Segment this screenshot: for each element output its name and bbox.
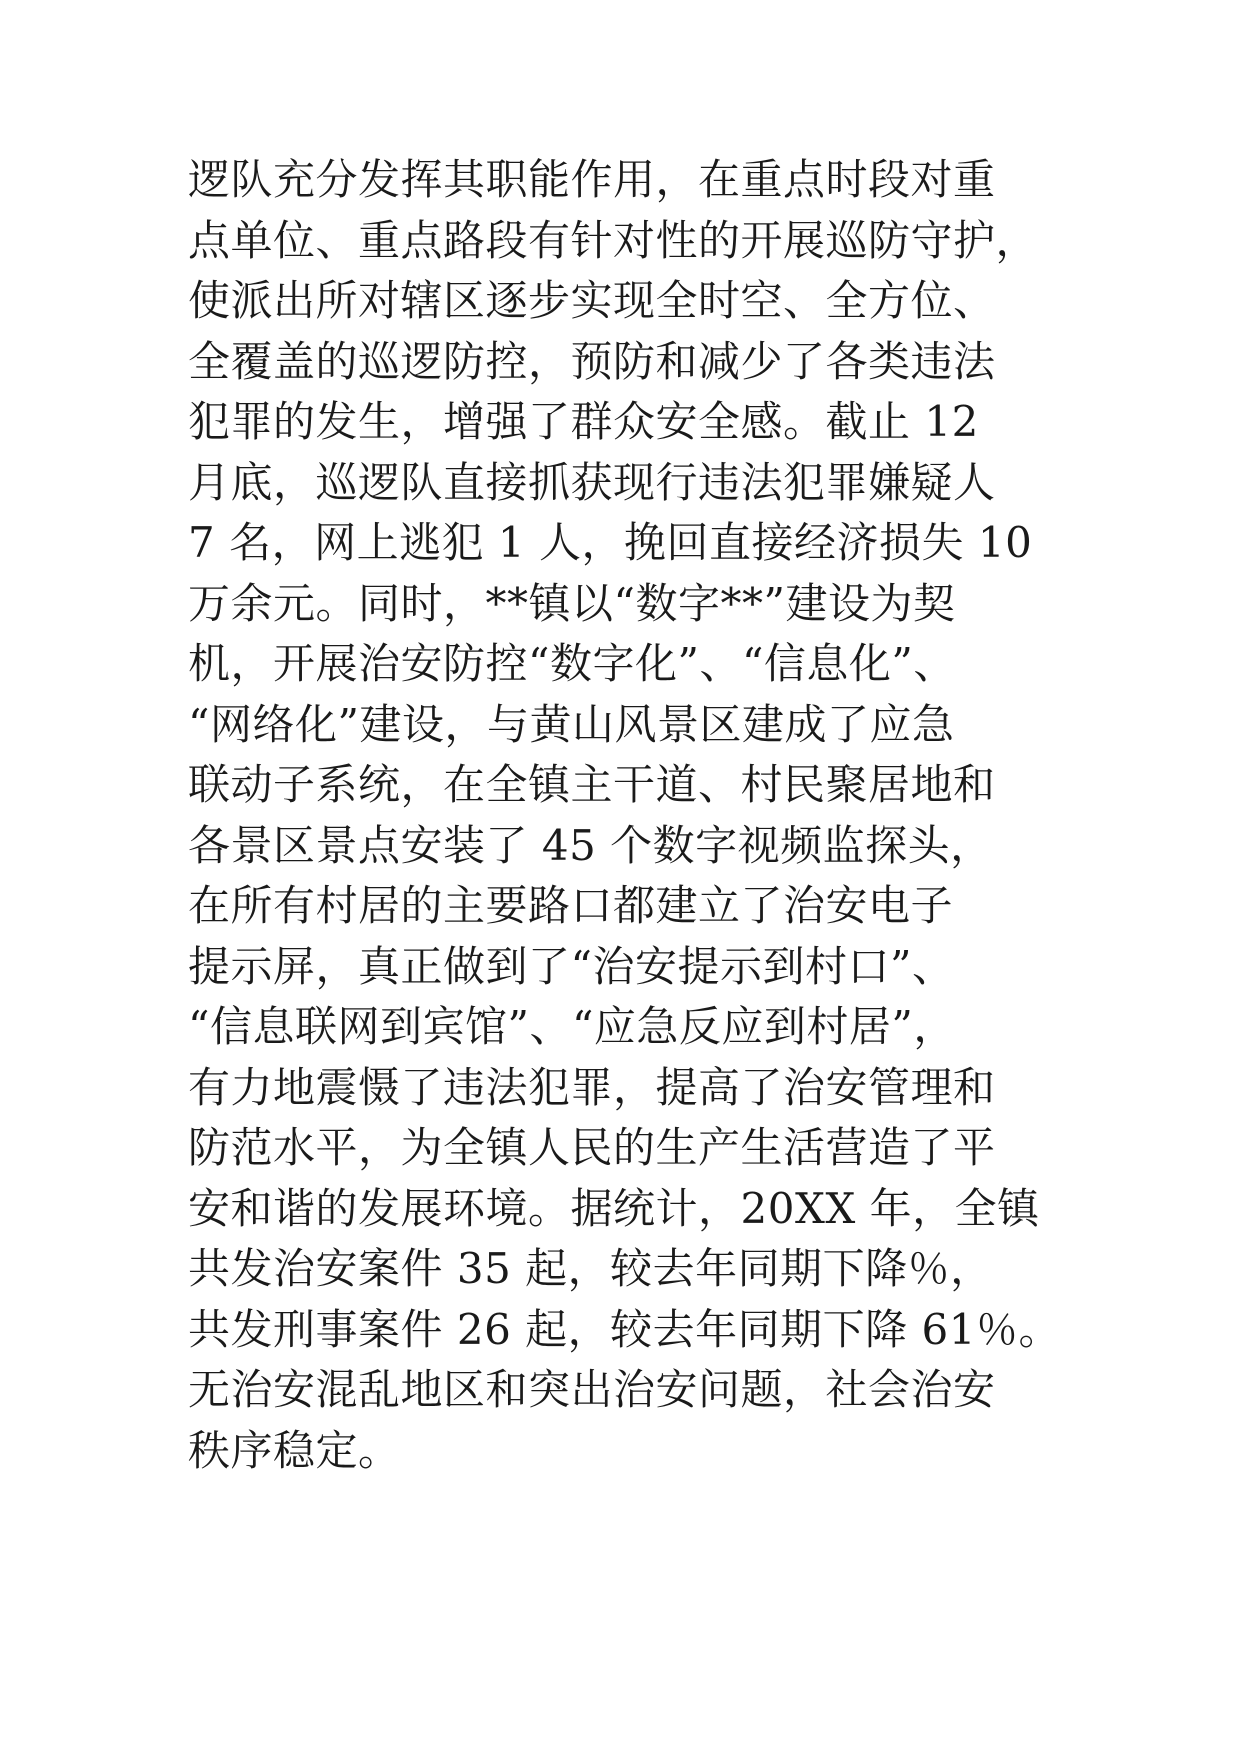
text-line: 全覆盖的巡逻防控，预防和减少了各类违法 — [188, 336, 996, 386]
body-paragraph — [188, 150, 1128, 1481]
text-line: 使派出所对辖区逐步实现全时空、全方位、 — [188, 276, 996, 325]
text-line: 安和谐的发展环境。据统计，20XX 年，全镇 — [188, 1183, 1040, 1233]
text-line: 点单位、重点路段有针对性的开展巡防守护， — [188, 215, 1039, 265]
text-line: 月底，巡逻队直接抓获现行违法犯罪嫌疑人 — [188, 457, 996, 507]
text-line: 在所有村居的主要路口都建立了治安电子 — [188, 881, 954, 930]
text-line: 万余元。同时，**镇以“数字**”建设为契 — [188, 578, 956, 628]
text-line: 共发治安案件 35 起，较去年同期下降％， — [188, 1244, 993, 1293]
text-line: 各景区景点安装了 45 个数字视频监探头， — [188, 820, 993, 870]
text-line: 共发刑事案件 26 起，较去年同期下降 61％。 — [188, 1304, 1061, 1354]
text-line: 防范水平，为全镇人民的生产生活营造了平 — [188, 1123, 996, 1172]
text-line: “网络化”建设，与黄山风景区建成了应急 — [188, 699, 955, 749]
text-line: 秩序稳定。 — [188, 1425, 401, 1475]
text-line: 7 名，网上逃犯 1 人，挽回直接经济损失 10 — [188, 518, 1033, 567]
text-line: 无治安混乱地区和突出治安问题，社会治安 — [188, 1365, 996, 1414]
text-line: 联动子系统，在全镇主干道、村民聚居地和 — [188, 760, 996, 809]
text-line: 犯罪的发生，增强了群众安全感。截止 12 — [188, 397, 979, 446]
text-line: 提示屏，真正做到了“治安提示到村口”、 — [188, 941, 955, 991]
text-line: 逻队充分发挥其职能作用，在重点时段对重 — [188, 155, 996, 204]
text-line: 机，开展治安防控“数字化”、“信息化”、 — [188, 639, 956, 688]
text-line: “信息联网到宾馆”、“应急反应到村居”， — [188, 1002, 956, 1051]
text-line: 有力地震慑了违法犯罪，提高了治安管理和 — [188, 1062, 996, 1112]
